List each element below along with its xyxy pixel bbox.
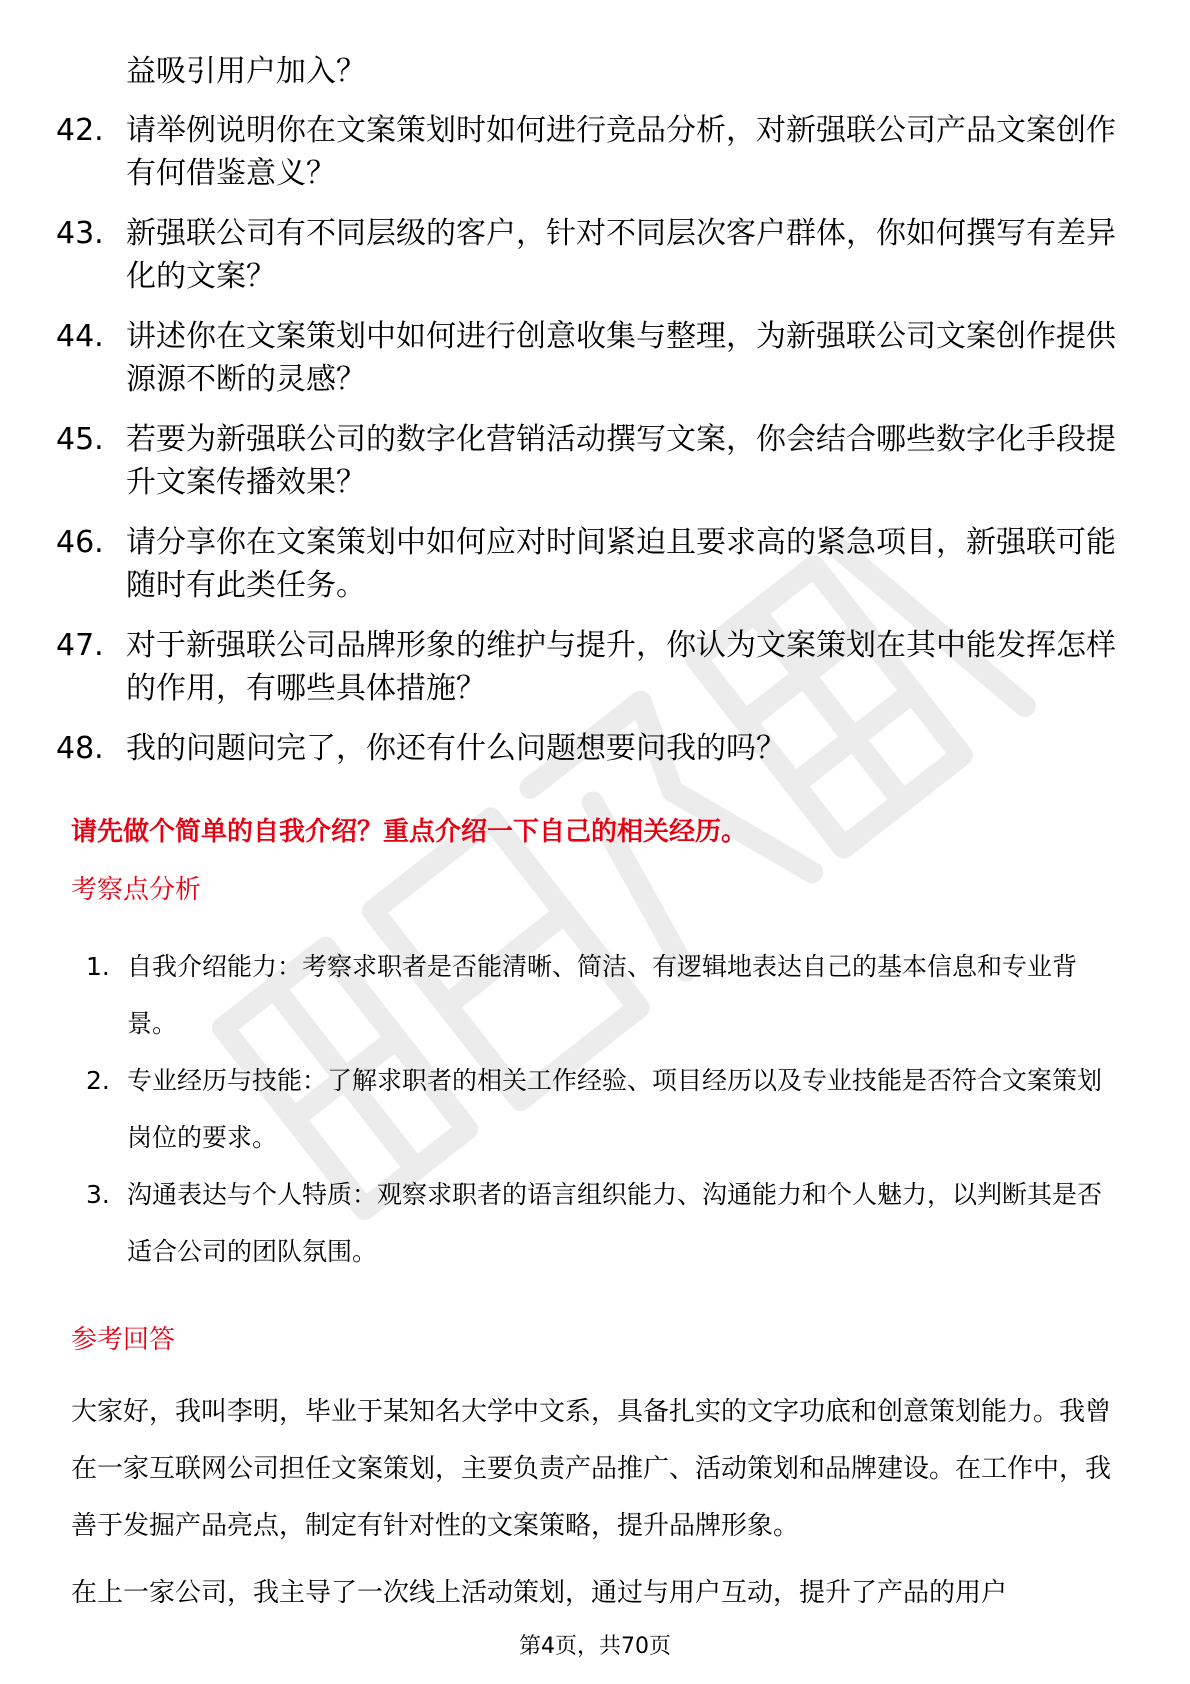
analysis-text: 自我介绍能力：考察求职者是否能清晰、简洁、有逻辑地表达自己的基本信息和专业背景。 — [127, 952, 1078, 1038]
question-number: 47. — [56, 628, 104, 663]
question-item — [56, 521, 1116, 607]
analysis-item — [86, 938, 1116, 1052]
answer-paragraph: 在上一家公司，我主导了一次线上活动策划，通过与用户互动，提升了产品的用户 — [71, 1578, 1008, 1608]
analysis-list — [86, 938, 1116, 1280]
featured-question-heading: 请先做个简单的自我介绍？重点介绍一下自己的相关经历。 — [71, 817, 748, 847]
analysis-title: 考察点分析 — [71, 875, 202, 905]
page-footer: 第4页，共70页 — [519, 1634, 671, 1659]
question-item — [56, 727, 1116, 770]
question-text: 新强联公司有不同层级的客户，针对不同层次客户群体，你如何撰写有差异化的文案？ — [126, 216, 1116, 294]
question-list — [56, 109, 1116, 787]
question-item — [56, 418, 1116, 504]
question-number: 46. — [56, 525, 104, 560]
question-item — [56, 624, 1116, 710]
question-text: 对于新强联公司品牌形象的维护与提升，你认为文案策划在其中能发挥怎样的作用，有哪些具体措施？ — [126, 628, 1116, 706]
question-text: 请分享你在文案策划中如何应对时间紧迫且要求高的紧急项目，新强联可能随时有此类任务。 — [126, 525, 1116, 603]
analysis-number: 1. — [86, 952, 110, 981]
question-item — [56, 212, 1116, 298]
question-number: 42. — [56, 113, 104, 148]
question-number: 45. — [56, 422, 104, 457]
analysis-text: 沟通表达与个人特质：观察求职者的语言组织能力、沟通能力和个人魅力，以判断其是否适合公司的团队氛围。 — [127, 1180, 1103, 1266]
question-number: 48. — [56, 731, 104, 766]
question-text: 若要为新强联公司的数字化营销活动撰写文案，你会结合哪些数字化手段提升文案传播效果？ — [126, 422, 1116, 500]
analysis-item — [86, 1166, 1116, 1280]
analysis-number: 3. — [86, 1180, 110, 1209]
question-number: 44. — [56, 319, 104, 354]
analysis-item — [86, 1052, 1116, 1166]
analysis-number: 2. — [86, 1066, 110, 1095]
question-item — [56, 315, 1116, 401]
continuation-line: 益吸引用户加入？ — [126, 54, 366, 89]
answer-paragraph: 大家好，我叫李明，毕业于某知名大学中文系，具备扎实的文字功底和创意策划能力。我曾在一家互联网公司担任文案策划，主要负责产品推广、活动策划和品牌建设。在工作中，我善于发掘产品亮点，制定有针对性的文案策略，提升品牌形象。 — [71, 1397, 1112, 1541]
question-number: 43. — [56, 216, 104, 251]
question-text: 请举例说明你在文案策划时如何进行竞品分析，对新强联公司产品文案创作有何借鉴意义？ — [126, 113, 1116, 191]
question-text: 我的问题问完了，你还有什么问题想要问我的吗？ — [126, 731, 786, 766]
analysis-text: 专业经历与技能：了解求职者的相关工作经验、项目经历以及专业技能是否符合文案策划岗位的要求。 — [127, 1066, 1103, 1152]
question-item — [56, 109, 1116, 195]
answer-title: 参考回答 — [71, 1325, 176, 1355]
question-text: 讲述你在文案策划中如何进行创意收集与整理，为新强联公司文案创作提供源源不断的灵感？ — [126, 319, 1116, 397]
